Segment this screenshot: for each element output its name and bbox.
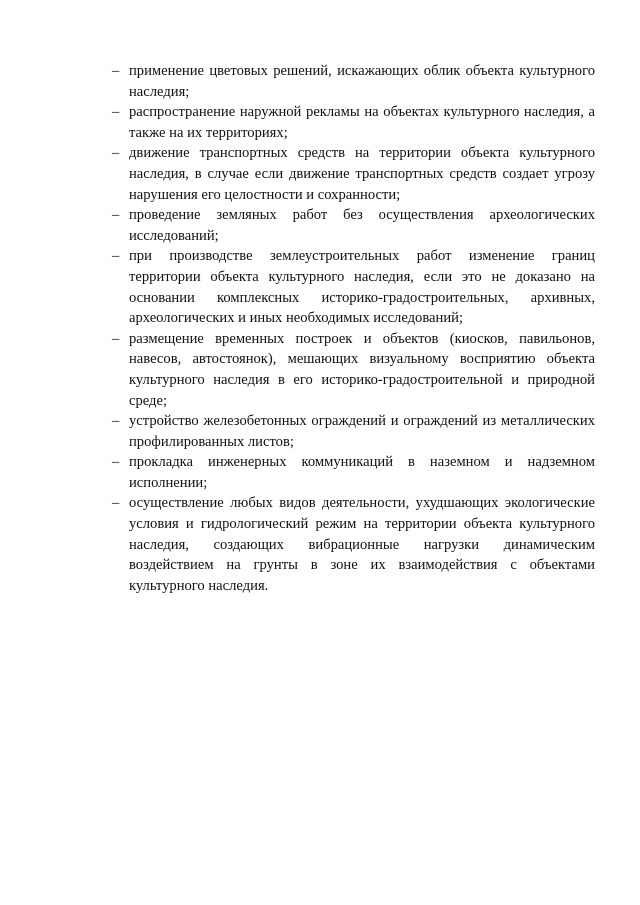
- list-bullet: –: [112, 63, 120, 79]
- restrictions-list: [112, 61, 595, 596]
- list-item-text: движение транспортных средств на территории объекта культурного наследия, в случае если движение транспортных средств создает угрозу нарушения его целостности и сохранности;: [129, 145, 595, 203]
- list-item-text: размещение временных построек и объектов (киосков, павильонов, навесов, автостоянок), мешающих визуальному восприятию объекта культурного наследия в его историко-градостроительной и природной среде;: [129, 330, 595, 409]
- list-item: [112, 205, 595, 246]
- list-item-text: прокладка инженерных коммуникаций в наземном и надземном исполнении;: [129, 454, 595, 491]
- list-bullet: –: [112, 207, 120, 224]
- list-item-text: распространение наружной рекламы на объектах культурного наследия, а также на их территориях;: [129, 104, 595, 141]
- list-item-text: устройство железобетонных ограждений и ограждений из металлических профилированных листов;: [129, 413, 595, 450]
- list-bullet: –: [112, 330, 120, 347]
- list-bullet: –: [112, 413, 120, 430]
- list-item: [112, 246, 595, 328]
- list-item-text: применение цветовых решений, искажающих облик объекта культурного наследия;: [129, 63, 595, 100]
- list-item-text: при производстве землеустроительных работ изменение границ территории объекта культурного наследия, если это не доказано на основании комплексных историко-градостроительных, архивных, археологических и иных необходимых исследований;: [129, 248, 595, 327]
- list-item: [112, 143, 595, 205]
- list-item-text: осуществление любых видов деятельности, ухудшающих экологические условия и гидрологический режим на территории объекта культурного наследия, создающих вибрационные нагрузки динамическим воздействием на грунты в зоне их взаимодействия с объектами культурного наследия.: [129, 495, 595, 594]
- list-item: [112, 411, 595, 452]
- list-item: [112, 102, 595, 143]
- list-item: [112, 329, 595, 411]
- list-item: [112, 452, 595, 493]
- list-bullet: –: [112, 104, 120, 121]
- list-item: [112, 61, 595, 102]
- list-bullet: –: [112, 145, 120, 162]
- list-bullet: –: [112, 248, 120, 265]
- list-bullet: –: [112, 495, 120, 512]
- list-item-text: проведение земляных работ без осуществления археологических исследований;: [129, 207, 595, 244]
- list-item: [112, 493, 595, 596]
- list-bullet: –: [112, 454, 120, 471]
